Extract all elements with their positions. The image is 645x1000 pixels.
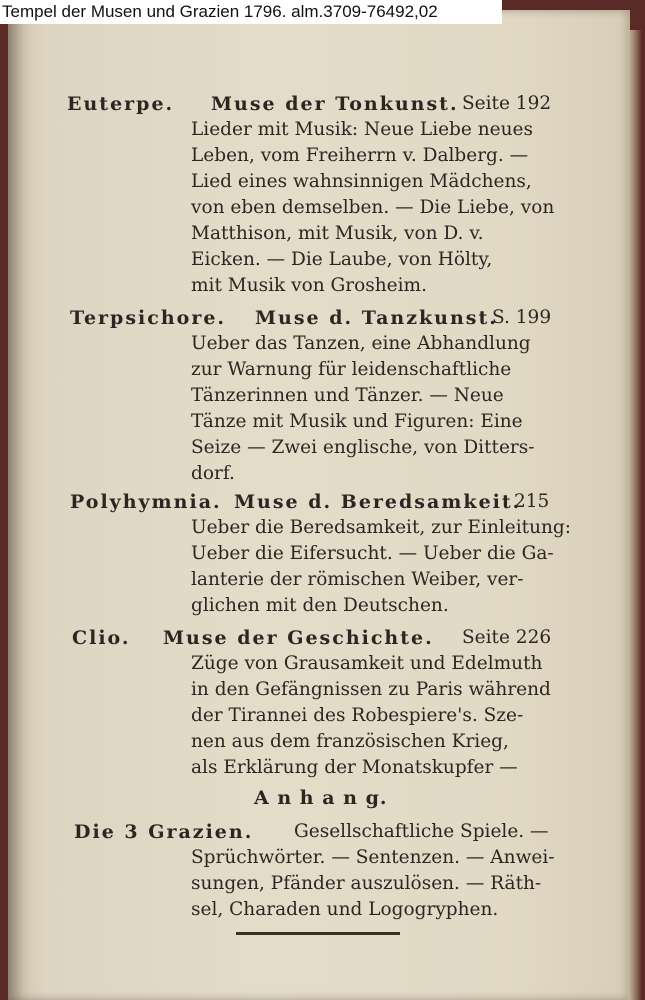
section-heading-terpsichore: Muse d. Tanzkunst. xyxy=(255,307,498,329)
text-line: Tänzerinnen und Tänzer. — Neue xyxy=(191,385,504,406)
section-name-euterpe: Euterpe. xyxy=(67,93,175,115)
anhang-heading: A n h a n g. xyxy=(254,787,388,809)
text-line: Seize — Zwei englische, von Ditters- xyxy=(191,437,535,458)
text-line: dorf. xyxy=(191,463,235,484)
text-line: Züge von Grausamkeit und Edelmuth xyxy=(191,653,543,674)
text-line: als Erklärung der Monatskupfer — xyxy=(191,757,518,778)
section-name-clio: Clio. xyxy=(72,627,131,649)
text-line: Leben, vom Freiherrn v. Dalberg. — xyxy=(191,145,529,166)
section-page-euterpe: Seite 192 xyxy=(462,93,552,114)
text-line: in den Gefängnissen zu Paris während xyxy=(191,679,551,700)
section-name-polyhymnia: Polyhymnia. xyxy=(70,491,222,513)
text-line: zur Warnung für leidenschaftliche xyxy=(191,359,512,380)
section-name-grazien: Die 3 Grazien. xyxy=(74,821,254,843)
section-name-terpsichore: Terpsichore. xyxy=(70,307,227,329)
text-line: nen aus dem französischen Krieg, xyxy=(191,731,509,752)
text-line: Ueber die Beredsamkeit, zur Einleitung: xyxy=(191,517,571,538)
closing-rule xyxy=(236,932,400,935)
text-line: Eicken. — Die Laube, von Hölty, xyxy=(191,249,493,270)
text-line: sungen, Pfänder auszulösen. — Räth- xyxy=(191,873,542,894)
section-page-polyhymnia: 215 xyxy=(514,491,550,512)
text-line: sel, Charaden und Logogryphen. xyxy=(191,899,499,920)
text-line: Lieder mit Musik: Neue Liebe neues xyxy=(191,119,533,140)
text-line: Gesellschaftliche Spiele. — xyxy=(294,821,549,842)
text-line: der Tirannei des Robespiere's. Sze- xyxy=(191,705,524,726)
text-line: Ueber das Tanzen, eine Abhandlung xyxy=(191,333,531,354)
text-line: von eben demselben. — Die Liebe, von xyxy=(191,197,555,218)
section-heading-euterpe: Muse der Tonkunst. xyxy=(211,93,459,115)
text-line: glichen mit den Deutschen. xyxy=(191,595,449,616)
page-edge xyxy=(628,30,642,1000)
section-heading-polyhymnia: Muse d. Beredsamkeit. xyxy=(234,491,522,513)
text-line: Tänze mit Musik und Figuren: Eine xyxy=(191,411,523,432)
text-line: Ueber die Eifersucht. — Ueber die Ga- xyxy=(191,543,554,564)
text-line: Sprüchwörter. — Sentenzen. — Anwei- xyxy=(191,847,555,868)
section-heading-clio: Muse der Geschichte. xyxy=(163,627,434,649)
text-line: Lied eines wahnsinnigen Mädchens, xyxy=(191,171,532,192)
text-line: Matthison, mit Musik, von D. v. xyxy=(191,223,484,244)
image-caption: Tempel der Musen und Grazien 1796. alm.3709-76492,02 xyxy=(0,0,502,24)
section-page-terpsichore: S. 199 xyxy=(492,307,552,328)
section-page-clio: Seite 226 xyxy=(462,627,552,648)
text-line: mit Musik von Grosheim. xyxy=(191,275,427,296)
text-line: lanterie der römischen Weiber, ver- xyxy=(191,569,524,590)
